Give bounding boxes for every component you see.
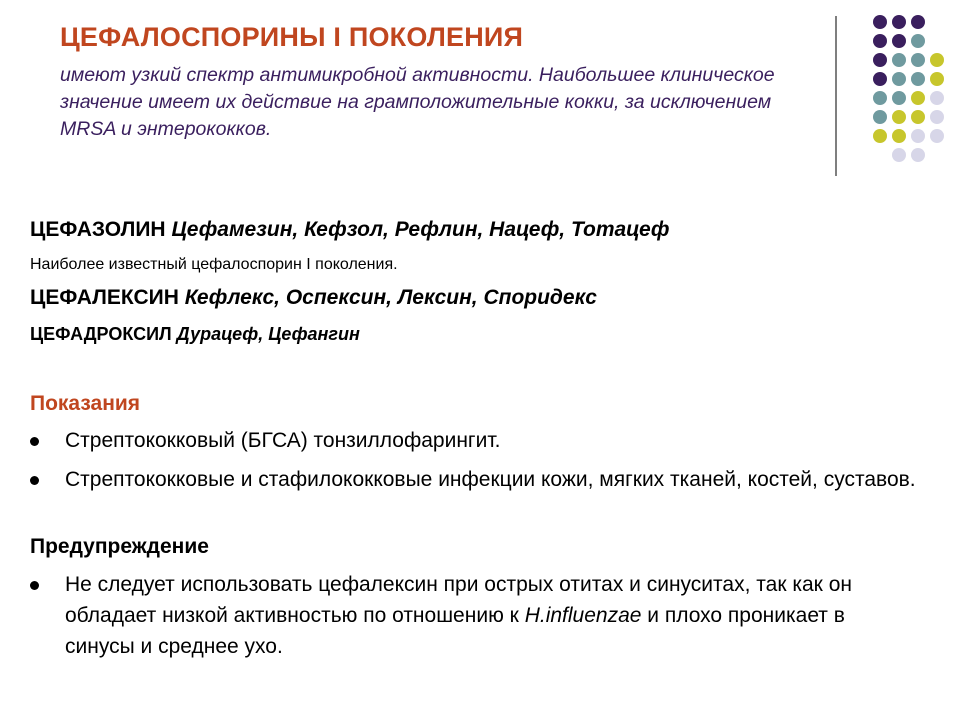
- decorative-dot: [911, 91, 925, 105]
- decorative-dot: [873, 129, 887, 143]
- drug-name: ЦЕФАЗОЛИН: [30, 218, 166, 241]
- slide-subtitle: имеют узкий спектр антимикробной активности. Наибольшее клиническое значение имеет их действие на грамположительные кокки, за исключением MRSA и энтерококков.: [60, 64, 775, 140]
- warning-item: [30, 569, 915, 662]
- bullet-icon: [30, 476, 39, 485]
- warning-text: [65, 569, 915, 662]
- warning-heading: Предупреждение: [30, 535, 209, 558]
- decorative-dot: [892, 53, 906, 67]
- drug-name: ЦЕФАДРОКСИЛ: [30, 324, 172, 344]
- indications-heading: Показания: [30, 392, 141, 415]
- decorative-dot: [930, 110, 944, 124]
- decorative-dot: [911, 148, 925, 162]
- drug-brands: Кефлекс, Оспексин, Лексин, Споридекс: [184, 286, 597, 309]
- decorative-dot: [930, 129, 944, 143]
- indication-item: [30, 425, 930, 456]
- decorative-dot: [911, 129, 925, 143]
- drug-line-cefazolin: [30, 218, 669, 242]
- decorative-dot: [892, 34, 906, 48]
- bullet-icon: [30, 437, 39, 446]
- drug-line-cefalexin: [30, 286, 597, 310]
- decorative-dot: [892, 91, 906, 105]
- decorative-dot: [911, 110, 925, 124]
- drug-note: Наиболее известный цефалоспорин I поколения.: [30, 256, 398, 273]
- decorative-dot: [930, 91, 944, 105]
- decorative-dot: [911, 15, 925, 29]
- drug-brands: Цефамезин, Кефзол, Рефлин, Нацеф, Тотацеф: [171, 218, 670, 241]
- decorative-dot: [873, 91, 887, 105]
- warning-text-after: и плохо проникает в синусы и среднее ухо.: [65, 604, 845, 658]
- divider-line: [835, 16, 837, 176]
- decorative-dot: [930, 53, 944, 67]
- decorative-dot: [892, 148, 906, 162]
- decorative-dot: [911, 53, 925, 67]
- drug-name: ЦЕФАЛЕКСИН: [30, 286, 179, 309]
- slide-title: ЦЕФАЛОСПОРИНЫ I ПОКОЛЕНИЯ: [60, 22, 524, 52]
- warning-text-before: Не следует использовать цефалексин при острых отитах и синуситах, так как он обладает низкой активностью по отношению к: [65, 573, 852, 627]
- decorative-dot: [911, 72, 925, 86]
- decorative-dot: [873, 72, 887, 86]
- decorative-dot: [930, 72, 944, 86]
- decorative-dot: [873, 15, 887, 29]
- decorative-dot: [892, 72, 906, 86]
- decorative-dot: [873, 34, 887, 48]
- organism-name: H.influenzae: [524, 604, 642, 627]
- bullet-icon: [30, 581, 39, 590]
- decorative-dot: [873, 53, 887, 67]
- decorative-dot: [892, 129, 906, 143]
- decorative-dot: [873, 110, 887, 124]
- decorative-dot: [911, 34, 925, 48]
- decorative-dot: [892, 15, 906, 29]
- drug-line-cefadroxil: [30, 324, 360, 345]
- drug-brands: Дурацеф, Цефангин: [176, 324, 360, 344]
- indication-text: Стрептококковые и стафилококковые инфекции кожи, мягких тканей, костей, суставов.: [65, 468, 916, 491]
- decorative-dot: [892, 110, 906, 124]
- indication-text: Стрептококковый (БГСА) тонзиллофарингит.: [65, 429, 501, 452]
- indication-item: [30, 464, 920, 495]
